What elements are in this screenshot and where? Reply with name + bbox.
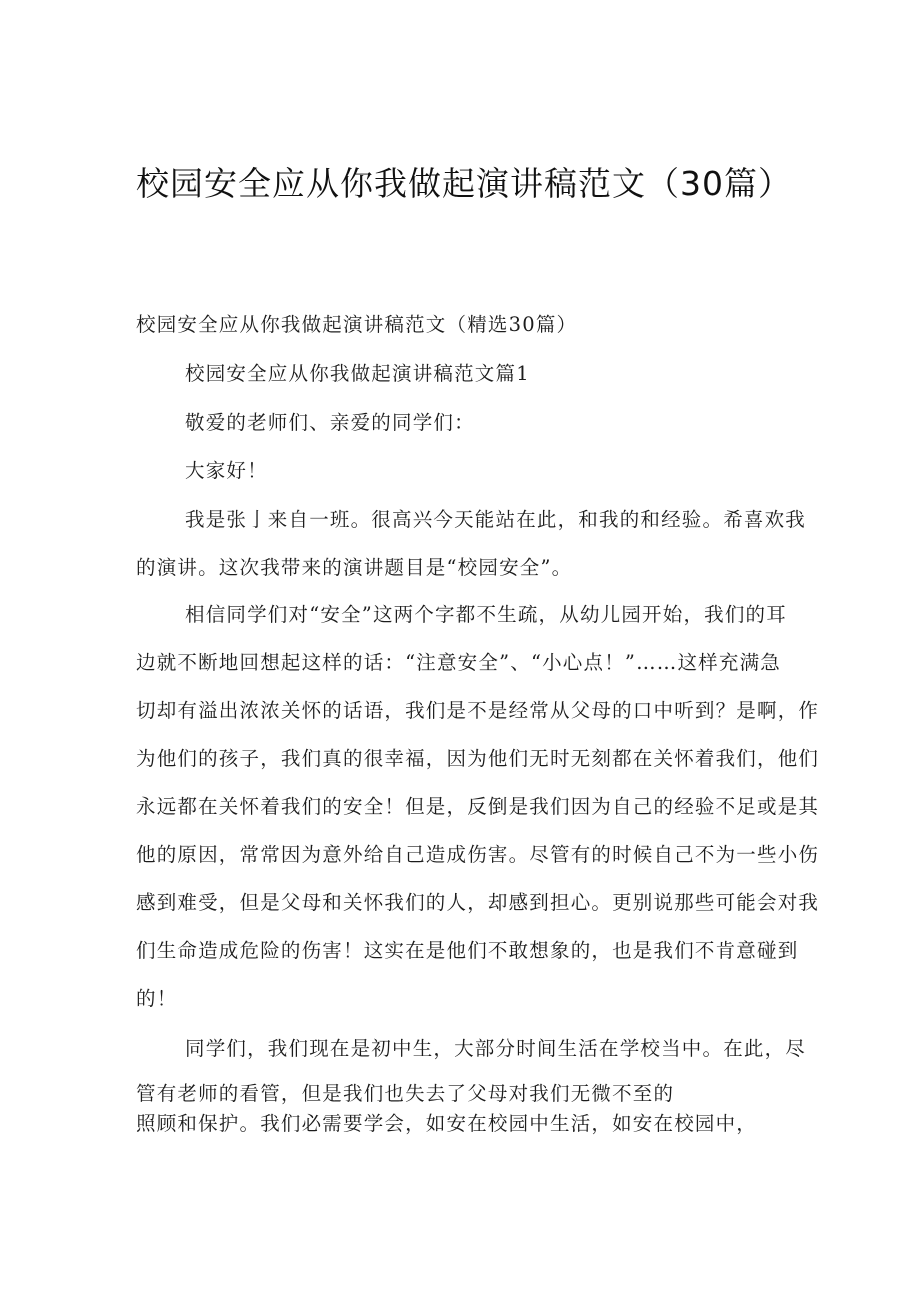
document-subtitle: 校园安全应从你我做起演讲稿范文（精选30篇） bbox=[136, 313, 578, 336]
paragraph-line: 照顾和保护。我们必需要学会，如安在校园中生活，如安在校园中， bbox=[136, 1112, 758, 1135]
paragraph-line: 感到难受，但是父母和关怀我们的人，却感到担心。更别说那些可能会对我 bbox=[136, 891, 820, 914]
paragraph-line: 我是张亅来自一班。很高兴今天能站在此，和我的和经验。希喜欢我 bbox=[185, 508, 807, 531]
document-title: 校园安全应从你我做起演讲稿范文（30篇） bbox=[136, 164, 792, 203]
paragraph-line: 边就不断地回想起这样的话：“注意安全”、“小心点！”……这样充满急 bbox=[136, 651, 781, 674]
paragraph-line: 他的原因，常常因为意外给自己造成伤害。尽管有的时候自己不为一些小伤 bbox=[136, 843, 820, 866]
greeting-text: 敬爱的老师们、亲爱的同学们： bbox=[185, 411, 475, 434]
paragraph-line: 的！ bbox=[136, 987, 178, 1010]
paragraph-line: 同学们，我们现在是初中生，大部分时间生活在学校当中。在此，尽 bbox=[185, 1037, 807, 1060]
hello-text: 大家好！ bbox=[185, 459, 268, 482]
paragraph-line: 相信同学们对“安全”这两个字都不生疏，从幼儿园开始，我们的耳 bbox=[185, 603, 787, 626]
paragraph-line: 永远都在关怀着我们的安全！但是，反倒是我们因为自己的经验不足或是其 bbox=[136, 795, 820, 818]
paragraph-line: 们生命造成危险的伤害！这实在是他们不敢想象的，也是我们不肯意碰到 bbox=[136, 939, 799, 962]
section-heading: 校园安全应从你我做起演讲稿范文篇1 bbox=[185, 362, 530, 385]
paragraph-line: 切却有溢出浓浓关怀的话语，我们是不是经常从父母的口中听到？是啊，作 bbox=[136, 699, 820, 722]
paragraph-line: 管有老师的看管，但是我们也失去了父母对我们无微不至的 bbox=[136, 1082, 675, 1105]
paragraph-line: 的演讲。这次我带来的演讲题目是“校园安全”。 bbox=[136, 556, 573, 579]
paragraph-line: 为他们的孩子，我们真的很幸福，因为他们无时无刻都在关怀着我们，他们 bbox=[136, 747, 820, 770]
